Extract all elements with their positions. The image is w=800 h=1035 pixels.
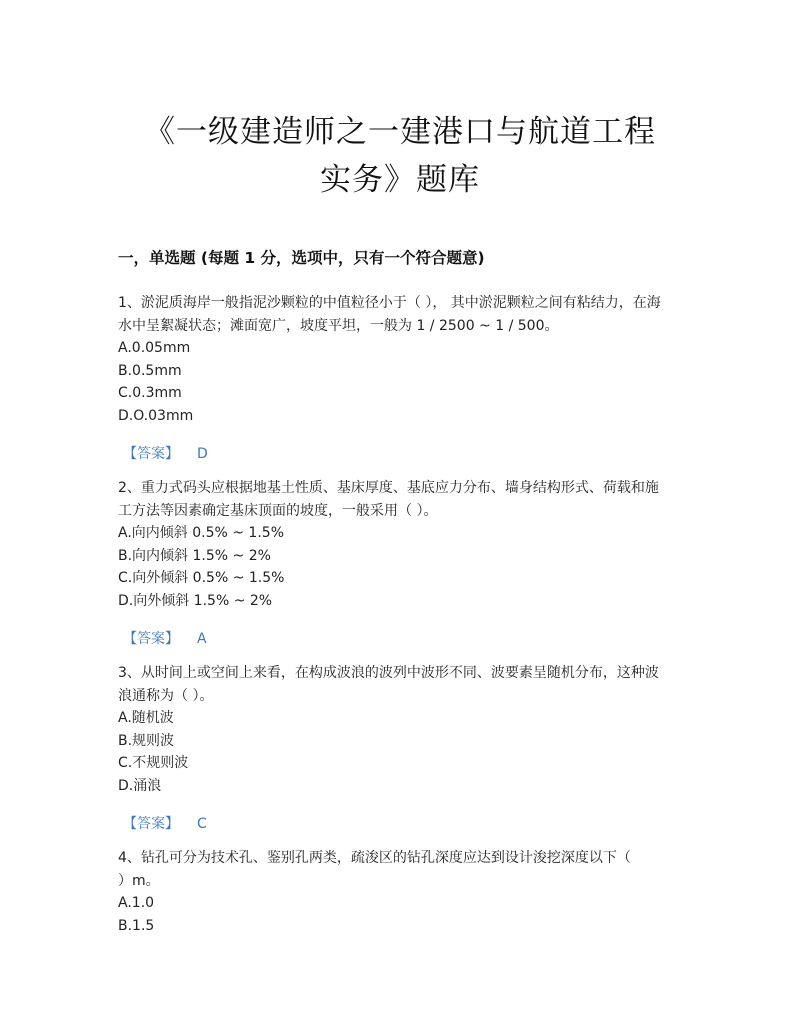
question-stem-line: 3、从时间上或空间上来看，在构成波浪的波列中波形不同、波要素呈随机分布，这种波 (118, 665, 659, 681)
option-d: D.向外倾斜 1.5% ~ 2% (118, 592, 273, 609)
document-title-line-1: 《一级建造师之一建港口与航道工程 (144, 114, 656, 150)
option-b: B.向内倾斜 1.5% ~ 2% (118, 547, 271, 564)
question-stem-line: 2、重力式码头应根据地基土性质、基床厚度、基底应力分布、墙身结构形式、荷载和施 (118, 480, 659, 496)
answer-label: 【答案】 (123, 631, 179, 647)
question-stem-line: 4、钻孔可分为技术孔、鉴别孔两类，疏浚区的钻孔深度应达到设计浚挖深度以下（ (118, 850, 631, 866)
answer-3 (123, 813, 207, 833)
option-b: B.规则波 (118, 732, 175, 749)
question-stem-line: 工方法等因素确定基床顶面的坡度，一般采用（ ）。 (118, 502, 438, 519)
answer-1 (123, 443, 208, 463)
answer-2 (123, 628, 207, 648)
question-4 (118, 847, 684, 937)
option-b: B.0.5mm (118, 362, 182, 379)
answer-value: D (197, 446, 208, 462)
question-stem-line: 水中呈絮凝状态；滩面宽广，坡度平坦，一般为 1 / 2500 ~ 1 / 500。 (118, 317, 559, 334)
option-c: C.0.3mm (118, 385, 182, 401)
answer-value: C (197, 816, 207, 832)
question-3 (118, 662, 684, 797)
question-stem-line: 浪通称为（ ）。 (118, 687, 214, 704)
question-2 (118, 477, 684, 612)
option-a: A.随机波 (118, 710, 174, 726)
option-a: A.1.0 (118, 895, 155, 911)
option-a: A.向内倾斜 0.5% ~ 1.5% (118, 525, 284, 541)
option-c: C.不规则波 (118, 755, 189, 771)
option-d: D.涌浪 (118, 777, 162, 794)
option-d: D.O.03mm (118, 407, 194, 424)
option-c: C.向外倾斜 0.5% ~ 1.5% (118, 570, 285, 586)
option-a: A.0.05mm (118, 340, 191, 356)
section-heading: 一，单选题 (每题 1 分，选项中，只有一个符合题意) (118, 249, 485, 267)
question-stem-line: ）m。 (118, 872, 160, 889)
question-1 (118, 292, 684, 427)
question-stem-line: 1、淤泥质海岸一般指泥沙颗粒的中值粒径小于（ ）， 其中淤泥颗粒之间有粘结力，在海 (118, 295, 661, 311)
document-title-line-2: 实务》题库 (320, 162, 480, 198)
answer-label: 【答案】 (123, 816, 179, 832)
answer-label: 【答案】 (123, 446, 179, 462)
answer-value: A (197, 631, 207, 647)
option-b: B.1.5 (118, 917, 155, 934)
